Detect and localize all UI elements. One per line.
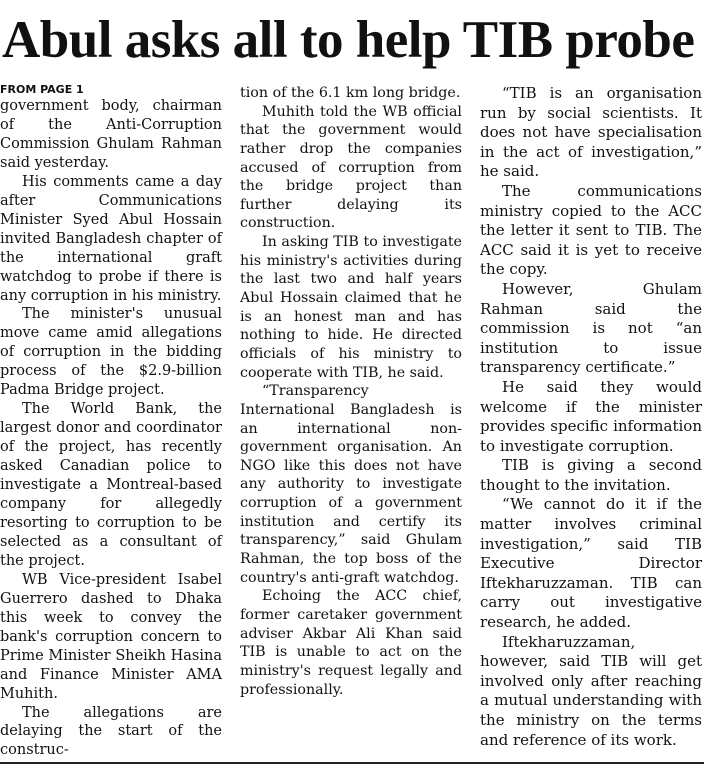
paragraph: He said they would welcome if the minister provides specific information to investigate corruption. — [480, 377, 702, 455]
paragraph: tion of the 6.1 km long bridge. — [240, 85, 461, 101]
paragraph: “We cannot do it if the matter involves criminal investigation,” said TIB Executive Director Iftekharuzzaman. TIB can carry out investigative research, he added. — [480, 495, 702, 632]
article-column-1 — [0, 83, 222, 760]
headline: Abul asks all to help TIB probe — [2, 11, 695, 69]
article-column-2 — [240, 84, 462, 699]
paragraph: The communications ministry copied to the ACC the letter it sent to TIB. The ACC said it is yet to receive the copy. — [480, 181, 702, 279]
paragraph: In asking TIB to investigate his ministry's activities during the last two and half years Abul Hossain claimed that he is an honest man and has nothing to hide. He directed officials of his ministry to cooperate with TIB, he said. — [240, 234, 462, 381]
paragraph: Echoing the ACC chief, former caretaker government adviser Akbar Ali Khan said TIB is unable to act on the ministry's request legally and professionally. — [240, 588, 462, 698]
paragraph: “TIB is an organisation run by social scientists. It does not have specialisation in the act of investigation,” he said. — [480, 84, 702, 181]
paragraph: Muhith told the WB official that the government would rather drop the companies accused of corruption from the bridge project than further delaying its construction. — [240, 103, 462, 232]
paragraph: WB Vice-president Isabel Guerrero dashed to Dhaka this week to convey the bank's corruption concern to Prime Minister Sheikh Hasina and Finance Minister AMA Muhith. — [0, 571, 222, 702]
kicker-from-page-1: FROM PAGE 1 — [0, 83, 84, 96]
bottom-rule — [0, 762, 704, 764]
paragraph: The allegations are delaying the start of the construc- — [0, 704, 222, 759]
paragraph: Iftekharuzzaman, however, said TIB will get involved only after reaching a mutual understanding with the ministry on the terms and reference of its work. — [480, 632, 702, 749]
paragraph: “Transparency International Bangladesh is an international non-government organisation. An NGO like this does not have any authority to investigate corruption of a government institution and certify its transparency,” said Ghulam Rahman, the top boss of the country's anti-graft watchdog. — [240, 383, 462, 586]
paragraph: The World Bank, the largest donor and coordinator of the project, has recently asked Canadian police to investigate a Montreal-based company for allegedly resorting to corruption to be selected as a consultant of the project. — [0, 401, 222, 569]
article-column-3 — [480, 84, 702, 750]
paragraph: The minister's unusual move came amid allegations of corruption in the bidding process of the $2.9-billion Padma Bridge project. — [0, 306, 222, 399]
paragraph: government body, chairman of the Anti-Corruption Commission Ghulam Rahman said yesterday. — [0, 98, 222, 171]
paragraph: TIB is giving a second thought to the invitation. — [480, 456, 702, 494]
paragraph: However, Ghulam Rahman said the commission is not “an institution to issue transparency certificate.” — [480, 279, 702, 377]
paragraph: His comments came a day after Communications Minister Syed Abul Hossain invited Bangladesh chapter of the international graft watchdog to probe if there is any corruption in his ministry. — [0, 173, 222, 304]
